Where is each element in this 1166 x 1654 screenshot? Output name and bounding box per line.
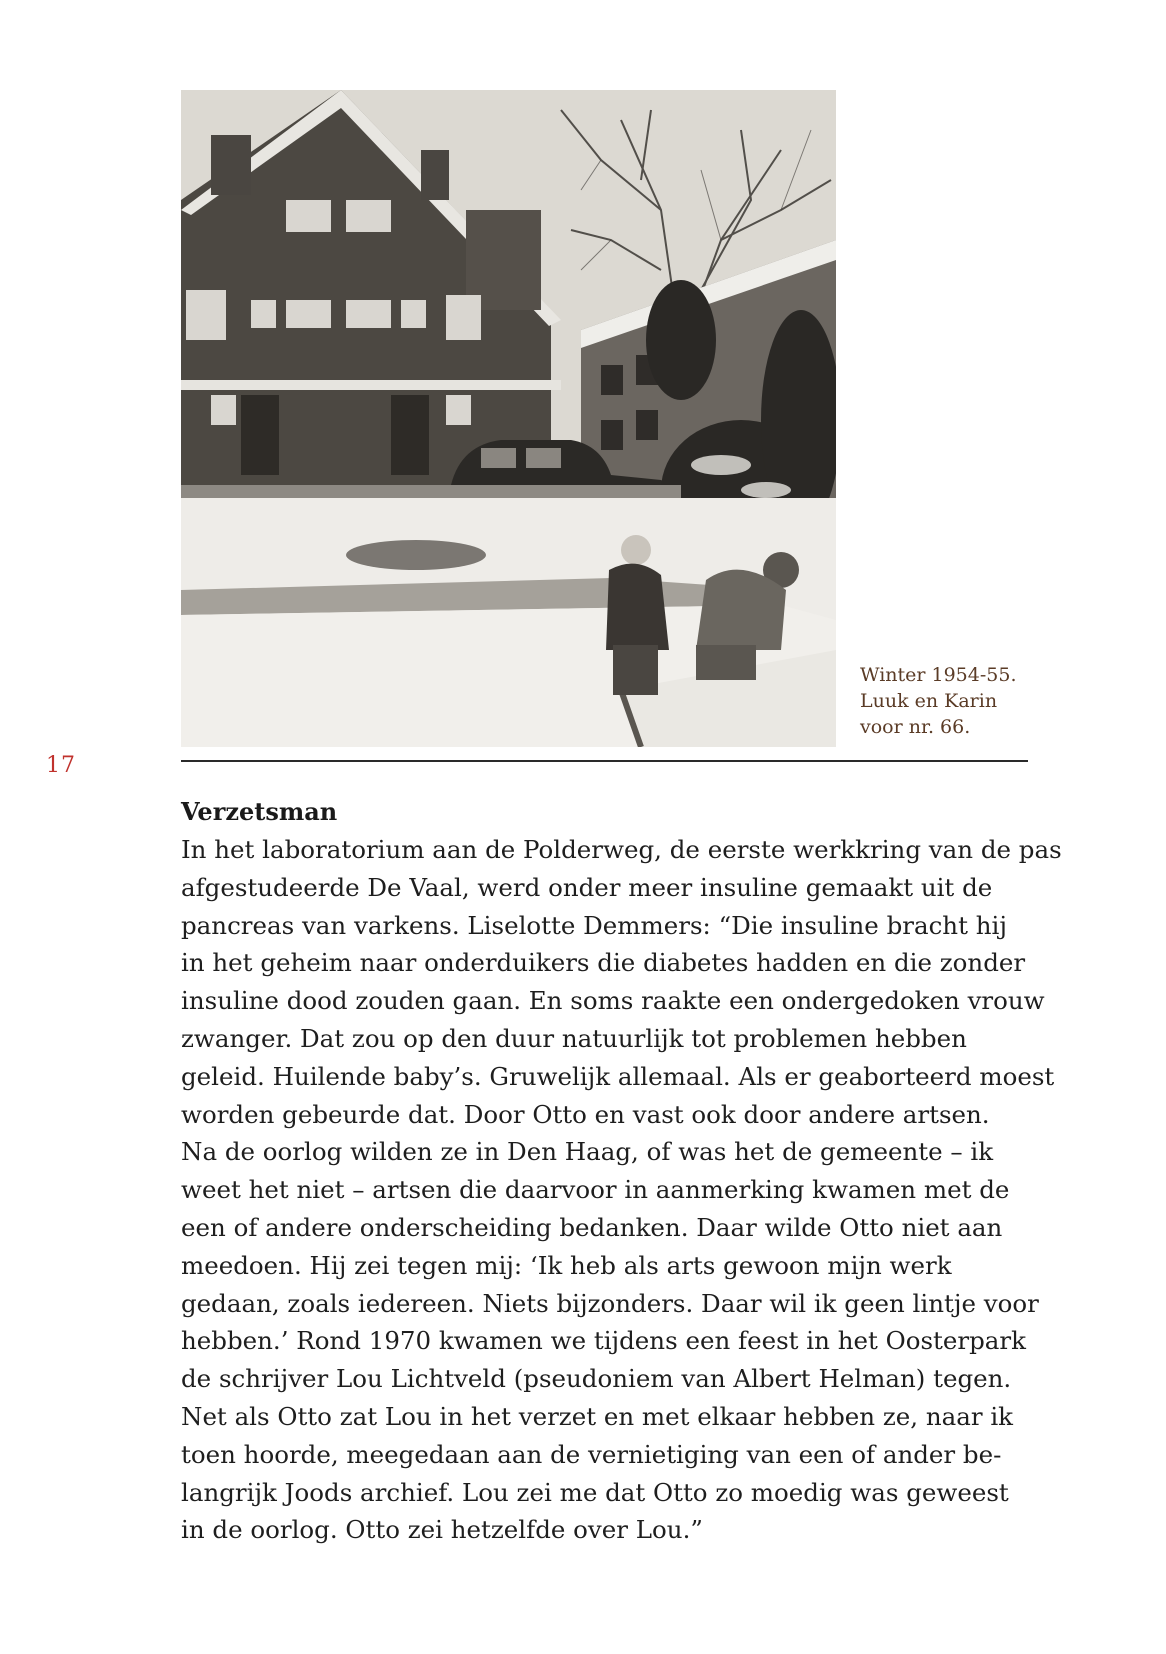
front-door [241, 395, 279, 475]
page-number: 17 [46, 753, 76, 778]
text-line: Net als Otto zat Lou in het verzet en met elkaar hebben ze, naar ik [181, 1401, 1014, 1431]
chimney [211, 135, 251, 195]
text-line: langrijk Joods archief. Lou zei me dat Otto zo moedig was geweest [181, 1477, 1009, 1507]
winter-street-photo [181, 90, 836, 747]
text-line: pancreas van varkens. Liselotte Demmers: “Die insuline bracht hij [181, 910, 1007, 940]
text-line: Na de oorlog wilden ze in Den Haag, of was het de gemeente – ik [181, 1137, 994, 1167]
text-line: toen hoorde, meegedaan aan de vernietiging van een of ander be- [181, 1439, 1002, 1469]
section-heading: Verzetsman [181, 797, 338, 826]
text-line: de schrijver Lou Lichtveld (pseudoniem van Albert Helman) tegen. [181, 1364, 1012, 1394]
text-line: geleid. Huilende baby’s. Gruwelijk allemaal. Als er geaborteerd moest [181, 1061, 1055, 1091]
caption-line: Luuk en Karin [860, 690, 998, 712]
text-line: gedaan, zoals iedereen. Niets bijzonders. Daar wil ik geen lintje voor [181, 1288, 1039, 1318]
text-line: hebben.’ Rond 1970 kwamen we tijdens een feest in het Oosterpark [181, 1326, 1026, 1356]
text-line: In het laboratorium aan de Polderweg, de eerste werkkring van de pas [181, 835, 1062, 864]
caption-line: voor nr. 66. [860, 716, 971, 738]
fence [181, 485, 681, 499]
text-line: weet het niet – artsen die daarvoor in aanmerking kwamen met de [181, 1175, 1010, 1205]
photo-caption [860, 662, 1060, 740]
text-line: worden gebeurde dat. Door Otto en vast ook door andere artsen. [181, 1099, 990, 1129]
photo [181, 90, 836, 747]
caption-line: Winter 1954-55. [860, 664, 1017, 686]
text-line: afgestudeerde De Vaal, werd onder meer insuline gemaakt uit de [181, 872, 993, 902]
text-line: in de oorlog. Otto zei hetzelfde over Lou.” [181, 1515, 703, 1545]
text-line: meedoen. Hij zei tegen mij: ‘Ik heb als arts gewoon mijn werk [181, 1250, 952, 1280]
text-line: insuline dood zouden gaan. En soms raakte een ondergedoken vrouw [181, 986, 1045, 1016]
text-line: zwanger. Dat zou op den duur natuurlijk tot problemen hebben [181, 1023, 967, 1053]
text-line: in het geheim naar onderduikers die diabetes hadden en die zonder [181, 948, 1026, 978]
text-line: een of andere onderscheiding bedanken. Daar wilde Otto niet aan [181, 1212, 1003, 1242]
body-text [181, 831, 1081, 1549]
divider [181, 760, 1028, 762]
